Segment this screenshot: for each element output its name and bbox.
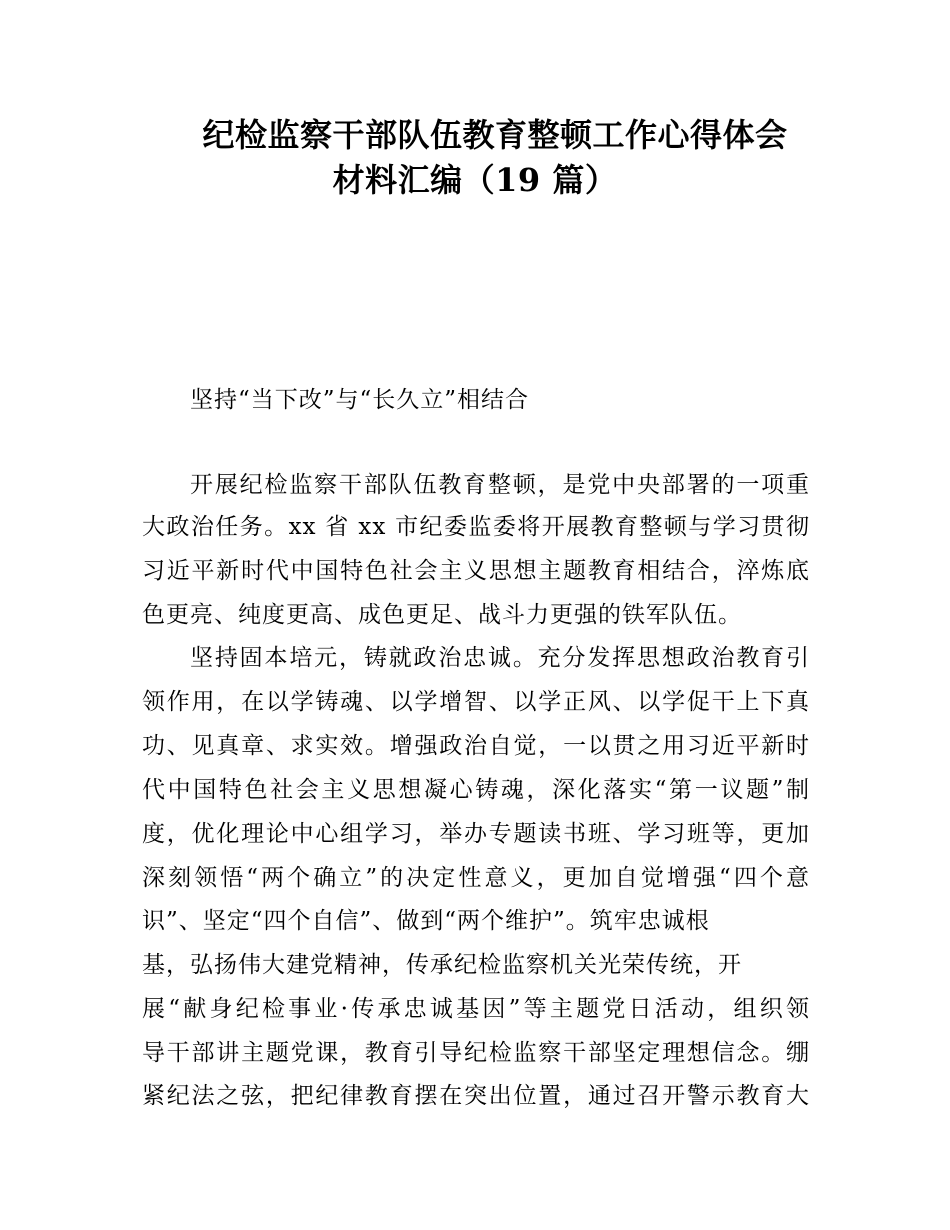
paragraph-1-line-3: 习近平新时代中国特色社会主义思想主题教育相结合，淬炼底: [142, 558, 810, 584]
paragraph-2-line-5: 度，优化理论中心组学习，举办专题读书班、学习班等，更加: [142, 821, 810, 847]
paragraph-2-line-8: 基，弘扬伟大建党精神，传承纪检监察机关光荣传统，开: [142, 952, 742, 978]
paragraph-2-line-6: 深刻领悟“两个确立”的决定性意义，更加自觉增强“四个意: [142, 865, 810, 891]
paragraph-2-line-11: 紧纪法之弦，把纪律教育摆在突出位置，通过召开警示教育大: [142, 1083, 810, 1109]
paragraph-2-line-10: 导干部讲主题党课，教育引导纪检监察干部坚定理想信念。绷: [142, 1040, 810, 1066]
paragraph-1-line-4: 色更亮、纯度更高、成色更足、战斗力更强的铁军队伍。: [142, 602, 742, 628]
document-title-line-2: 材料汇编（19 篇）: [332, 161, 618, 199]
paragraph-2-line-7: 识”、坚定“四个自信”、做到“两个维护”。筑牢忠诚根: [142, 908, 710, 934]
paragraph-2-line-4: 代中国特色社会主义思想凝心铸魂，深化落实“第一议题”制: [142, 777, 810, 803]
section-subheading: 坚持“当下改”与“长久立”相结合: [190, 387, 530, 413]
paragraph-1-line-2: 大政治任务。xx 省 xx 市纪委监委将开展教育整顿与学习贯彻: [142, 514, 810, 540]
paragraph-2-line-9: 展“献身纪检事业·传承忠诚基因”等主题党日活动，组织领: [142, 996, 810, 1022]
paragraph-1-line-1: 开展纪检监察干部队伍教育整顿，是党中央部署的一项重: [190, 472, 810, 498]
paragraph-2-line-3: 功、见真章、求实效。增强政治自觉，一以贯之用习近平新时: [142, 733, 810, 759]
paragraph-2-line-2: 领作用，在以学铸魂、以学增智、以学正风、以学促干上下真: [142, 689, 810, 715]
paragraph-2-line-1: 坚持固本培元，铸就政治忠诚。充分发挥思想政治教育引: [190, 645, 810, 671]
document-title-line-1: 纪检监察干部队伍教育整顿工作心得体会: [202, 116, 788, 154]
